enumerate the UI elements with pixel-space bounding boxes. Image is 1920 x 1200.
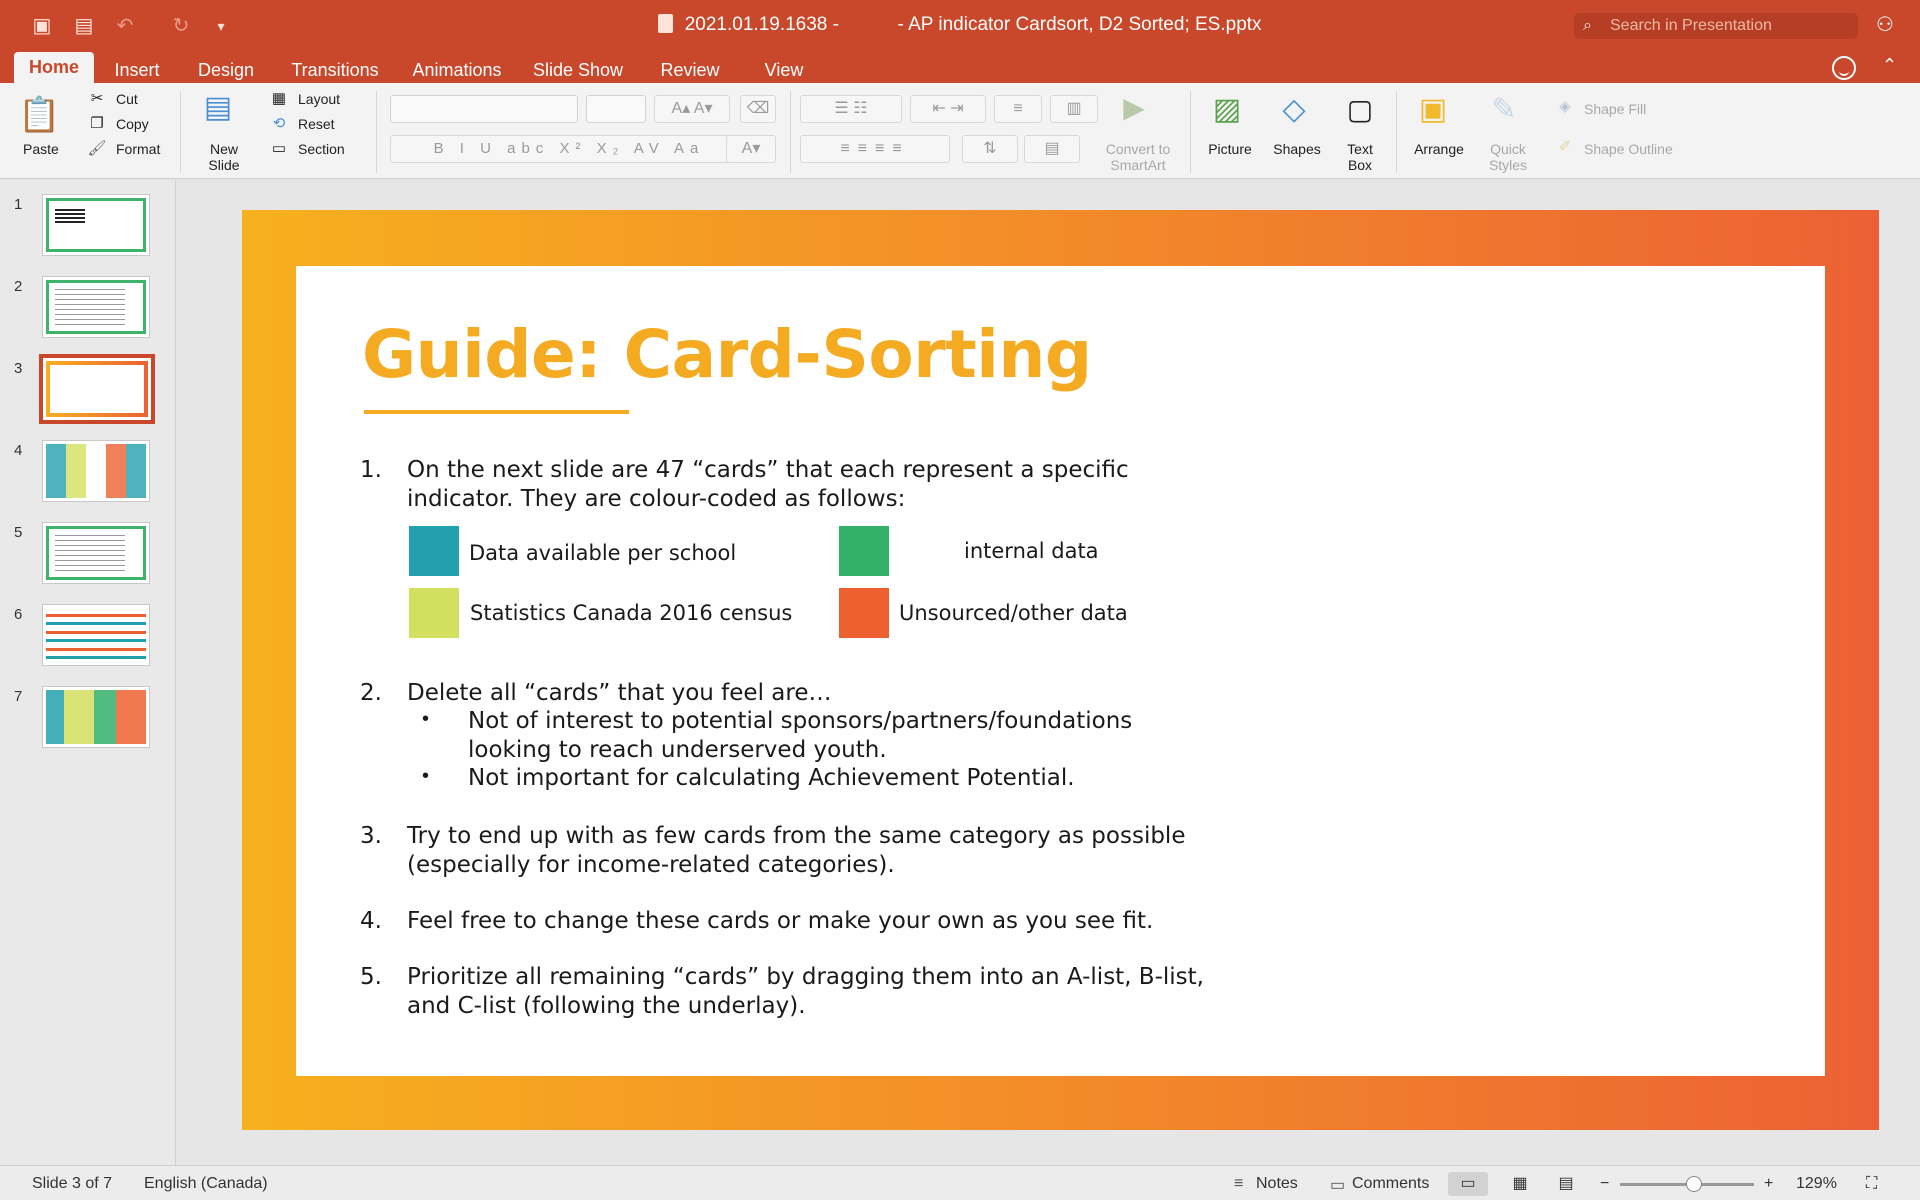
bullet-dot-2: •	[422, 765, 430, 787]
tab-slide-show[interactable]: Slide Show	[532, 60, 624, 80]
quick-styles-label-2: Styles	[1488, 157, 1528, 173]
shapes-button[interactable]: Shapes	[1273, 141, 1321, 157]
legend-label-census: Statistics Canada 2016 census	[470, 601, 793, 625]
quick-styles-icon[interactable]: ✎	[1491, 93, 1517, 126]
legend-swatch-internal	[839, 526, 889, 576]
clear-formatting-icon[interactable]: ⌫	[740, 95, 776, 123]
shape-outline-icon[interactable]: ✐	[1558, 138, 1572, 155]
item-5-line-2[interactable]: and C-list (following the underlay).	[407, 993, 806, 1019]
bullet-1-line-1[interactable]: Not of interest to potential sponsors/partners/foundations	[468, 708, 1133, 734]
title-underline	[364, 410, 629, 414]
section-icon[interactable]: ▭	[271, 140, 287, 157]
feedback-smiley-icon[interactable]	[1832, 56, 1856, 80]
item-number-3: 3.	[360, 823, 382, 849]
slide-thumbnail-pane	[0, 180, 176, 1165]
slide-sorter-icon[interactable]: ▦	[1512, 1175, 1528, 1192]
font-size-select[interactable]	[586, 95, 646, 123]
tab-insert[interactable]: Insert	[114, 60, 160, 80]
text-box-icon[interactable]: ▢	[1346, 94, 1374, 125]
legend-label-unsourced: Unsourced/other data	[899, 601, 1128, 625]
thumb-number-3: 3	[14, 360, 23, 377]
zoom-out-icon[interactable]: −	[1600, 1175, 1610, 1192]
thumb-number-1: 1	[14, 196, 23, 213]
layout-button[interactable]: Layout	[298, 91, 341, 107]
separator	[180, 91, 181, 173]
item-3-line-1[interactable]: Try to end up with as few cards from the same category as possible	[407, 823, 1186, 849]
search-placeholder: Search in Presentation	[1610, 17, 1772, 34]
title-suffix: - AP indicator Cardsort, D2 Sorted; ES.pptx	[897, 14, 1262, 35]
reset-icon[interactable]: ⟲	[272, 115, 286, 132]
thumb-number-6: 6	[14, 606, 23, 623]
status-bar	[0, 1165, 1920, 1200]
convert-label-2: SmartArt	[1110, 157, 1166, 173]
thumb-number-2: 2	[14, 278, 23, 295]
undo-icon[interactable]: ↶	[116, 15, 134, 37]
item-2-text[interactable]: Delete all “cards” that you feel are…	[407, 680, 832, 706]
redo-icon[interactable]: ↻	[172, 15, 190, 37]
slide-thumbnail-1[interactable]	[42, 194, 150, 256]
section-button[interactable]: Section	[298, 141, 345, 157]
slide-thumbnail-7[interactable]	[42, 686, 150, 748]
thumb-number-4: 4	[14, 442, 23, 459]
notes-button[interactable]: Notes	[1256, 1175, 1298, 1192]
tab-animations[interactable]: Animations	[412, 60, 502, 80]
comments-icon[interactable]: ▭	[1330, 1177, 1346, 1194]
slide-thumbnail-5[interactable]	[42, 522, 150, 584]
search-icon: ⌕	[1583, 17, 1592, 34]
normal-view-icon[interactable]: ▭	[1448, 1172, 1488, 1196]
comments-button[interactable]: Comments	[1352, 1175, 1430, 1192]
thumb-number-7: 7	[14, 688, 23, 705]
list-buttons[interactable]: ☰ ☷	[800, 95, 902, 123]
slide-thumbnail-2[interactable]	[42, 276, 150, 338]
bullet-2-line-1[interactable]: Not important for calculating Achievement Potential.	[468, 765, 1075, 791]
arrange-button[interactable]: Arrange	[1414, 141, 1464, 157]
item-5-line-1[interactable]: Prioritize all remaining “cards” by dragging them into an A-list, B-list,	[407, 964, 1204, 990]
ribbon-home	[0, 83, 1920, 179]
separator	[1396, 91, 1397, 173]
item-number-5: 5.	[360, 964, 382, 990]
thumb-number-5: 5	[14, 524, 23, 541]
separator	[1190, 91, 1191, 173]
cut-button[interactable]: Cut	[116, 91, 138, 107]
text-box-label-2: Box	[1347, 157, 1373, 173]
new-slide-button[interactable]	[200, 141, 248, 173]
quick-styles-label-1: Quick	[1490, 141, 1526, 157]
language-indicator[interactable]: English (Canada)	[144, 1175, 268, 1192]
copy-button[interactable]: Copy	[116, 116, 149, 132]
bullet-1-line-2[interactable]: looking to reach underserved youth.	[468, 737, 887, 763]
pptx-file-icon	[658, 14, 673, 33]
slide-thumbnail-6[interactable]	[42, 604, 150, 666]
smartart-icon[interactable]: ▶	[1123, 92, 1145, 123]
text-direction-icon[interactable]: ⇅	[962, 135, 1018, 163]
line-spacing-icon[interactable]: ≡	[994, 95, 1042, 123]
notes-icon[interactable]: ≡	[1234, 1175, 1244, 1192]
slide-title[interactable]: Guide: Card-Sorting	[362, 316, 1092, 393]
ribbon-tabs	[0, 52, 1920, 83]
item-3-line-2[interactable]: (especially for income-related categories).	[407, 852, 895, 878]
item-number-4: 4.	[360, 908, 382, 934]
format-painter-icon[interactable]: 🖌	[87, 140, 107, 157]
legend-swatch-school	[409, 526, 459, 576]
tab-design[interactable]: Design	[197, 60, 255, 80]
slide-counter: Slide 3 of 7	[32, 1175, 113, 1192]
columns-icon[interactable]: ▥	[1050, 95, 1098, 123]
shape-outline-button[interactable]: Shape Outline	[1584, 141, 1673, 157]
share-icon[interactable]: ⚇	[1876, 14, 1894, 36]
font-color-icon[interactable]: A▾	[726, 135, 776, 163]
convert-label-1: Convert to	[1105, 141, 1171, 157]
item-1-line-1[interactable]: On the next slide are 47 “cards” that each represent a specific	[407, 457, 1129, 483]
item-4-text[interactable]: Feel free to change these cards or make your own as you see fit.	[407, 908, 1154, 934]
shape-fill-icon[interactable]: ◈	[1559, 98, 1571, 115]
separator	[376, 91, 377, 173]
paste-button[interactable]: Paste	[23, 141, 59, 157]
slide-content-panel	[296, 266, 1825, 1076]
font-grow-shrink-icon[interactable]: A▴ A▾	[654, 95, 730, 123]
convert-smartart-button[interactable]	[1096, 141, 1180, 173]
slide-thumbnail-3[interactable]	[39, 354, 155, 424]
legend-swatch-census	[409, 588, 459, 638]
font-style-buttons[interactable]: B I U abc X² X₂ AV Aa	[390, 135, 748, 163]
text-box-button[interactable]	[1338, 141, 1382, 173]
arrange-icon[interactable]: ▣	[1418, 93, 1448, 126]
save-icon[interactable]: ▤	[74, 15, 94, 37]
picture-icon[interactable]: ▨	[1212, 93, 1242, 126]
zoom-in-icon[interactable]: +	[1764, 1175, 1774, 1192]
collapse-ribbon-icon[interactable]: ⌃	[1882, 55, 1898, 75]
zoom-slider-handle[interactable]	[1686, 1176, 1702, 1192]
search-input[interactable]	[1574, 13, 1858, 39]
sidebar-toggle-icon[interactable]: ▣	[32, 15, 52, 37]
copy-icon[interactable]: ❐	[90, 115, 104, 132]
format-painter-button[interactable]: Format	[116, 141, 161, 157]
layout-icon[interactable]: ▦	[271, 90, 287, 107]
tab-home[interactable]: Home	[14, 52, 94, 83]
title-bar	[0, 0, 1920, 52]
legend-swatch-unsourced	[839, 588, 889, 638]
cut-icon[interactable]: ✂	[90, 90, 104, 107]
item-number-1: 1.	[360, 457, 382, 483]
legend-label-internal: internal data	[964, 539, 1099, 563]
shape-fill-button[interactable]: Shape Fill	[1584, 101, 1647, 117]
tab-review[interactable]: Review	[660, 60, 720, 80]
fit-to-window-icon[interactable]: ⛶	[1866, 1175, 1878, 1192]
font-name-select[interactable]	[390, 95, 578, 123]
item-1-line-2[interactable]: indicator. They are colour-coded as follows:	[407, 486, 906, 512]
bullet-dot-1: •	[422, 708, 430, 730]
slide-thumbnail-4[interactable]	[42, 440, 150, 502]
shapes-icon[interactable]: ◇	[1282, 93, 1306, 126]
customize-toolbar-icon[interactable]: ▾	[217, 18, 225, 34]
picture-button[interactable]: Picture	[1208, 141, 1252, 157]
quick-styles-button[interactable]	[1478, 141, 1538, 173]
slide-canvas[interactable]	[242, 210, 1879, 1130]
new-slide-icon[interactable]: ▤	[203, 91, 233, 124]
reset-button[interactable]: Reset	[298, 116, 335, 132]
new-slide-label-2: Slide	[208, 157, 240, 173]
paste-icon[interactable]: 📋	[18, 96, 61, 134]
title-prefix: 2021.01.19.1638 -	[684, 14, 839, 35]
tab-transitions[interactable]: Transitions	[291, 60, 379, 80]
legend-label-school: Data available per school	[469, 541, 737, 565]
new-slide-label-1: New	[209, 141, 238, 157]
align-text-icon[interactable]: ▤	[1024, 135, 1080, 163]
indent-buttons[interactable]: ⇤ ⇥	[910, 95, 986, 123]
alignment-buttons[interactable]: ≡≡≡≡	[800, 135, 950, 163]
item-number-2: 2.	[360, 680, 382, 706]
tab-view[interactable]: View	[764, 60, 804, 80]
separator	[790, 91, 791, 173]
text-box-label-1: Text	[1347, 141, 1373, 157]
reading-view-icon[interactable]: ▤	[1558, 1175, 1574, 1192]
zoom-level[interactable]: 129%	[1796, 1175, 1837, 1192]
